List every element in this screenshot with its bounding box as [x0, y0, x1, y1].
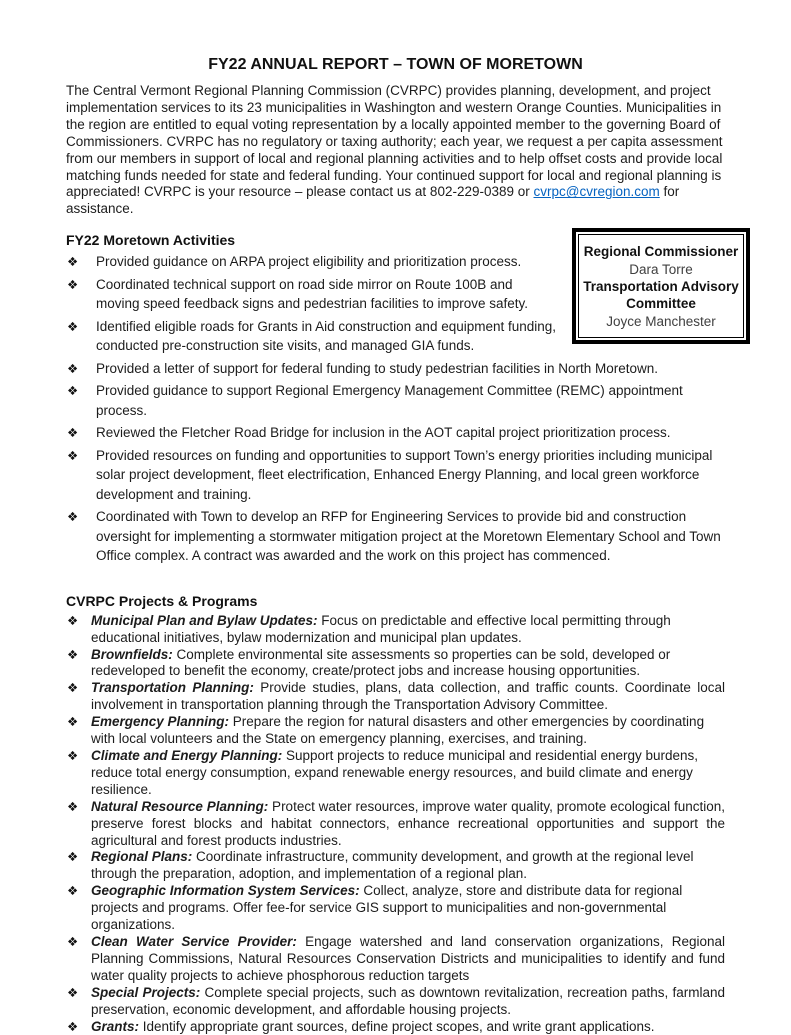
- diamond-bullet-icon: ❖: [67, 647, 78, 664]
- committee-label: Transportation Advisory Committee: [581, 278, 741, 313]
- program-lead: Emergency Planning:: [91, 714, 229, 729]
- program-lead: Grants:: [91, 1019, 139, 1034]
- activity-text: Reviewed the Fletcher Road Bridge for inclusion in the AOT capital project prioritization process.: [96, 425, 671, 440]
- programs-heading: CVRPC Projects & Programs: [66, 593, 725, 609]
- program-lead: Brownfields:: [91, 647, 173, 662]
- activities-heading: FY22 Moretown Activities: [66, 232, 725, 248]
- list-item: [66, 799, 725, 850]
- page-title: FY22 ANNUAL REPORT – TOWN OF MORETOWN: [66, 56, 725, 74]
- activity-text: Coordinated with Town to develop an RFP for Engineering Services to provide bid and construction oversight for implementing a stormwater mitigation project at the Moretown Elementary School and Town Office complex. A contract was awarded and the work on this project has commenced.: [96, 509, 721, 563]
- program-text: Coordinate infrastructure, community development, and growth at the regional level through the preparation, adoption, and implementation of a regional plan.: [91, 849, 694, 881]
- diamond-bullet-icon: ❖: [67, 359, 78, 379]
- diamond-bullet-icon: ❖: [67, 446, 78, 466]
- intro-closing-text: for assistance.: [66, 184, 679, 216]
- diamond-bullet-icon: ❖: [67, 883, 78, 900]
- list-item: [66, 748, 725, 799]
- program-text: Focus on predictable and effective local permitting through educational initiatives, bylaw modernization and municipal plan updates.: [91, 613, 671, 645]
- program-lead: Natural Resource Planning:: [91, 799, 268, 814]
- program-lead: Regional Plans:: [91, 849, 192, 864]
- diamond-bullet-icon: ❖: [67, 799, 78, 816]
- program-lead: Clean Water Service Provider:: [91, 934, 297, 949]
- programs-section: [66, 593, 725, 1035]
- list-item: [66, 1019, 725, 1035]
- list-item: [66, 317, 725, 356]
- program-lead: Climate and Energy Planning:: [91, 748, 282, 763]
- program-text: Collect, analyze, store and distribute data for regional projects and programs. Offer fee-for service GIS support to municipalities and non-governmental organizations.: [91, 883, 682, 932]
- program-text: Complete environmental site assessments so properties can be sold, developed or redeveloped to benefit the economy, create/protect jobs and increase housing opportunities.: [91, 647, 670, 679]
- activities-section: [66, 232, 725, 566]
- list-item: [66, 883, 725, 934]
- program-text: Identify appropriate grant sources, define project scopes, and write grant applications.: [139, 1019, 655, 1034]
- list-item: [66, 714, 725, 748]
- diamond-bullet-icon: ❖: [67, 381, 78, 401]
- diamond-bullet-icon: ❖: [67, 317, 78, 337]
- program-text: Engage watershed and land conservation organizations, Regional Planning Commissions, Natural Resources Conservation Districts and municipalities to identify and fund water quality projects to achieve phosphorous reduction targets: [91, 934, 725, 983]
- program-text: Provide studies, plans, data collection, and traffic counts. Coordinate local involvement in transportation planning through the Transportation Advisory Committee.: [91, 680, 725, 712]
- diamond-bullet-icon: ❖: [67, 934, 78, 951]
- activity-text: Coordinated technical support on road side mirror on Route 100B and moving speed feedback signs and pedestrian facilities to improve safety.: [96, 277, 528, 312]
- list-item: [66, 381, 725, 420]
- diamond-bullet-icon: ❖: [67, 985, 78, 1002]
- commissioner-role-label: Regional Commissioner: [581, 243, 741, 260]
- list-item: [66, 507, 725, 566]
- diamond-bullet-icon: ❖: [67, 613, 78, 630]
- program-text: Support projects to reduce municipal and residential energy burdens, reduce total energy consumption, expand renewable energy resources, and build climate and energy resilience.: [91, 748, 698, 797]
- programs-list: [66, 613, 725, 1035]
- intro-paragraph: [66, 83, 725, 218]
- committee-member-name: Joyce Manchester: [581, 313, 741, 330]
- intro-text: The Central Vermont Regional Planning Commission (CVRPC) provides planning, development, and project implementation services to its 23 municipalities in Washington and western Orange Counties. Municipalities in the region are entitled to equal voting representation by a locally appointed member to the governing Board of Commissioners. CVRPC has no regulatory or taxing authority; each year, we request a per capita assessment from our members in support of local and regional planning activities and to help offset costs and provide local matching funds needed for state and federal funding. Your continued support for local and regional planning is appreciated! CVRPC is your resource – please contact us at 802-229-0389 or: [66, 83, 723, 199]
- activity-text: Identified eligible roads for Grants in Aid construction and equipment funding, conducted pre-construction site visits, and managed GIA funds.: [96, 319, 556, 354]
- list-item: [66, 680, 725, 714]
- diamond-bullet-icon: ❖: [67, 714, 78, 731]
- list-item: [66, 985, 725, 1019]
- activity-text: Provided guidance on ARPA project eligibility and prioritization process.: [96, 254, 521, 269]
- list-item: [66, 849, 725, 883]
- list-item: [66, 934, 725, 985]
- program-lead: Geographic Information System Services:: [91, 883, 360, 898]
- email-link[interactable]: cvrpc@cvregion.com: [534, 184, 660, 199]
- diamond-bullet-icon: ❖: [67, 849, 78, 866]
- program-text: Prepare the region for natural disasters and other emergencies by coordinating with local volunteers and the State on emergency planning, exercises, and training.: [91, 714, 704, 746]
- list-item: [66, 647, 725, 681]
- list-item: [66, 423, 725, 443]
- program-text: Protect water resources, improve water quality, promote ecological function, preserve forest blocks and habitat connectors, enhance recreational opportunities and support the agricultural and forest products industries.: [91, 799, 725, 848]
- program-lead: Municipal Plan and Bylaw Updates:: [91, 613, 318, 628]
- diamond-bullet-icon: ❖: [67, 748, 78, 765]
- diamond-bullet-icon: ❖: [67, 680, 78, 697]
- program-lead: Special Projects:: [91, 985, 200, 1000]
- list-item: [66, 275, 725, 314]
- commissioner-name: Dara Torre: [581, 261, 741, 278]
- activities-list: [66, 252, 725, 566]
- diamond-bullet-icon: ❖: [67, 507, 78, 527]
- activity-text: Provided a letter of support for federal funding to study pedestrian facilities in North Moretown.: [96, 361, 658, 376]
- diamond-bullet-icon: ❖: [67, 275, 78, 295]
- list-item: [66, 252, 725, 272]
- activity-text: Provided resources on funding and opportunities to support Town’s energy priorities including municipal solar project development, fleet electrification, Enhanced Energy Planning, and local green workforce development and training.: [96, 448, 712, 502]
- diamond-bullet-icon: ❖: [67, 252, 78, 272]
- list-item: [66, 359, 725, 379]
- diamond-bullet-icon: ❖: [67, 423, 78, 443]
- program-lead: Transportation Planning:: [91, 680, 254, 695]
- diamond-bullet-icon: ❖: [67, 1019, 78, 1035]
- list-item: [66, 613, 725, 647]
- program-text: Complete special projects, such as downtown revitalization, recreation paths, farmland preservation, economic development, and affordable housing projects.: [91, 985, 725, 1017]
- activity-text: Provided guidance to support Regional Emergency Management Committee (REMC) appointment process.: [96, 383, 683, 418]
- list-item: [66, 446, 725, 505]
